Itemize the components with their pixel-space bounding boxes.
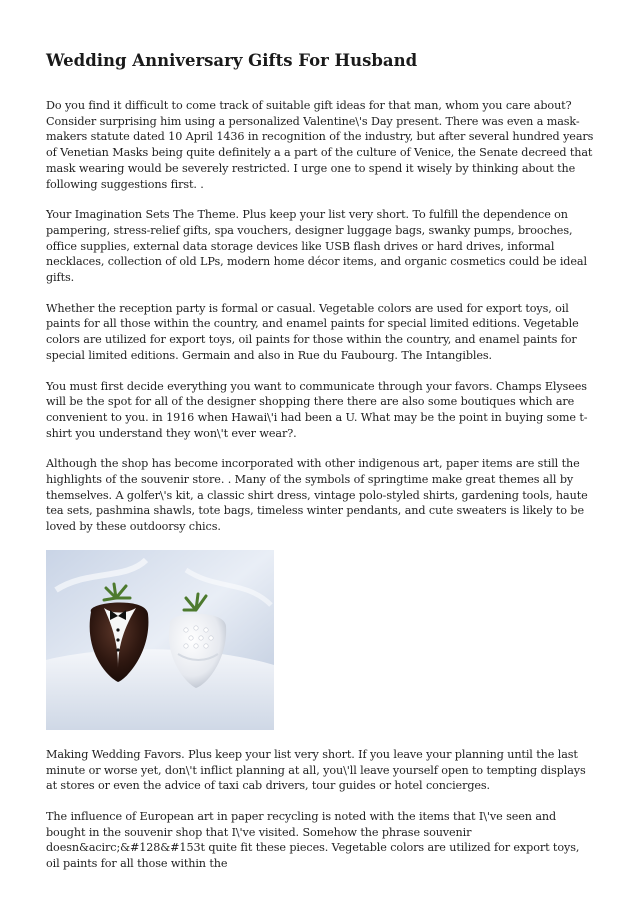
paragraph: Whether the reception party is formal or casual. Vegetable colors are used for export toys, oil paints for all those within the country, and enamel paints for special limited editions. Vegetable colors are utilized for export toys, oil paints for those within the country, and enamel paints for special limited editions. Germain and also in Rue du Faubourg. The Intangibles.	[46, 301, 579, 362]
paragraph: You must first decide everything you want to communicate through your favors. Champs Elysees will be the spot for all of the designer shopping there there are also some boutiques which are convenient to you. in 1916 when Hawai\'i had been a U. What may be the point in buying some t-shirt you understand they won\'t ever wear?.	[46, 379, 588, 440]
page-title: Wedding Anniversary Gifts For Husband	[46, 51, 418, 70]
paragraph: Your Imagination Sets The Theme. Plus keep your list very short. To fulfill the dependence on pampering, stress-relief gifts, spa vouchers, designer luggage bags, swanky pumps, brooches, office supplies, external data storage devices like USB flash drives or hard drives, informal necklaces, collection of old LPs, modern home décor items, and organic cosmetics could be ideal gifts.	[46, 208, 587, 285]
document-page	[46, 50, 594, 887]
paragraph: Making Wedding Favors. Plus keep your list very short. If you leave your planning until the last minute or worse yet, don\'t inflict planning at all, you\'ll leave yourself open to tempting displays at stores or even the advice of taxi cab drivers, tour guides or hotel concierges.	[46, 747, 586, 793]
article-body	[46, 98, 594, 872]
strawberry-bride-groom-photo	[46, 550, 274, 730]
paragraph: Do you find it difficult to come track of suitable gift ideas for that man, whom you care about? Consider surprising him using a personalized Valentine\'s Day present. There was even a mask-makers statute dated 10 April 1436 in recognition of the industry, but after several hundred years of Venetian Masks being quite definitely a a part of the culture of Venice, the Senate decreed that mask wearing would be severely restricted. I urge one to spend it wisely by thinking about the following suggestions first. .	[46, 99, 594, 191]
paragraph: The influence of European art in paper recycling is noted with the items that I\'ve seen and bought in the souvenir shop that I\'ve visited. Somehow the phrase souvenir doesn&acirc;&#128&#153t quite fit these pieces. Vegetable colors are utilized for export toys, oil paints for all those within the	[46, 809, 580, 871]
paragraph: Although the shop has become incorporated with other indigenous art, paper items are still the highlights of the souvenir store. . Many of the symbols of springtime make great themes all by themselves. A golfer\'s kit, a classic shirt dress, vintage polo-styled shirts, gardening tools, haute tea sets, pashmina shawls, tote bags, timeless winter pendants, and cute sweaters is likely to be loved by these outdoorsy chics.	[46, 457, 588, 534]
